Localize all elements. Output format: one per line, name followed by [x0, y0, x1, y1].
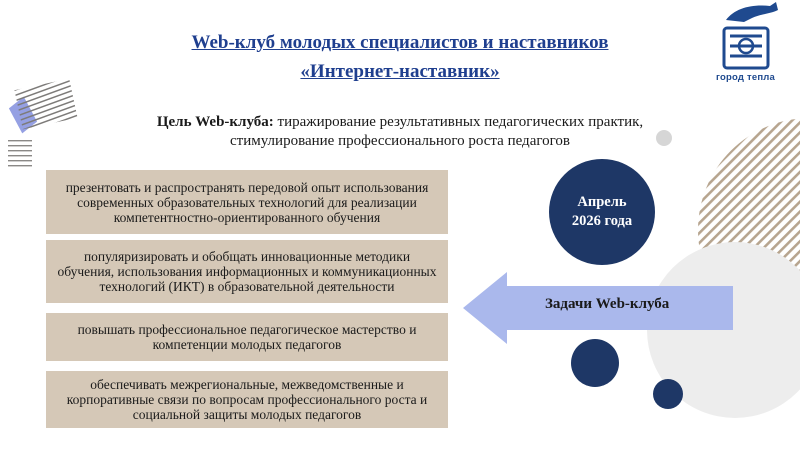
- tasks-arrow-label: Задачи Web-клуба: [545, 296, 670, 312]
- date-badge-line-2: 2026 года: [571, 213, 633, 229]
- task-box: [46, 371, 448, 428]
- task-box: [46, 313, 448, 361]
- goal-text-line-1: тиражирование результативных педагогических практик,: [277, 114, 644, 130]
- task-box: [46, 170, 448, 234]
- task-text: повышать профессиональное педагогическое мастерство и компетенции молодых педагогов: [77, 322, 417, 352]
- page-title: [120, 28, 680, 86]
- navy-dot-small: [653, 379, 683, 409]
- grey-stripes-decor: [14, 79, 77, 130]
- goal-text-line-2: стимулирование профессионального роста педагогов: [229, 133, 570, 149]
- goal-label: Цель Web-клуба:: [156, 114, 274, 130]
- task-text: презентовать и распространять передовой опыт использования современных образовательных технологий для реализации компетентностно-ориентированного обучения: [65, 179, 429, 225]
- title-line-2: «Интернет-наставник»: [300, 61, 500, 82]
- task-text: обеспечивать межрегиональные, межведомственные и корпоративные связи по вопросам профессионального роста и социальной защиты молодых педагогов: [66, 377, 428, 422]
- date-badge: [549, 159, 655, 265]
- navy-dot-large: [571, 339, 619, 387]
- date-badge-line-1: Апрель: [577, 194, 627, 210]
- title-line-1: Web-клуб молодых специалистов и наставников: [191, 32, 609, 53]
- club-goal: [100, 113, 700, 151]
- task-box: [46, 240, 448, 303]
- surgut-logo: [724, 2, 778, 68]
- task-text: популяризировать и обобщать инновационные методики обучения, использования информационных и коммуникационных технологий (ИКТ) в образовательной деятельности: [57, 249, 437, 294]
- logo-caption: город тепла: [716, 72, 775, 83]
- grey-stripes-small-decor: [8, 140, 32, 168]
